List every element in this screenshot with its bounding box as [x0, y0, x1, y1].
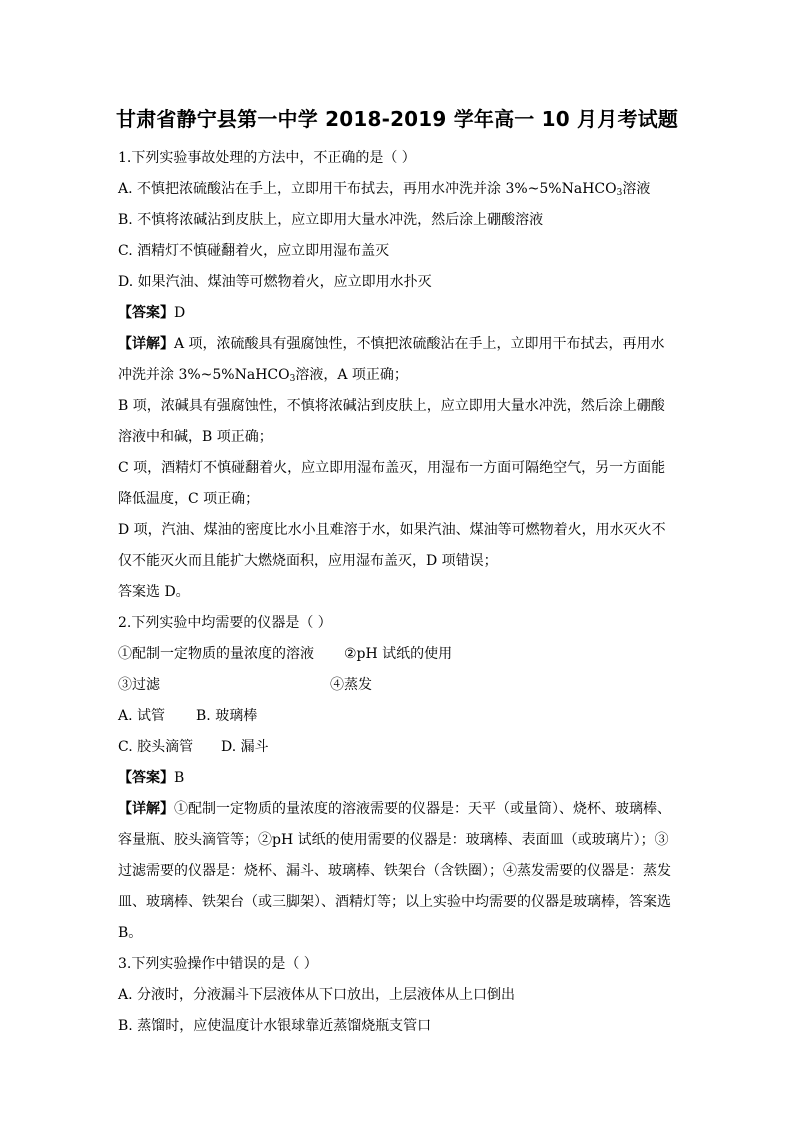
- document-body: [118, 143, 678, 1042]
- q1-stem: 1.下列实验事故处理的方法中，不正确的是（ ）: [118, 150, 416, 166]
- q2-items-row-1: [118, 639, 678, 670]
- q1-answer-value: D: [174, 305, 186, 321]
- q2-items-row-2: [118, 670, 678, 701]
- q2-item-2: ②pH 试纸的使用: [344, 646, 453, 662]
- q2-stem: 2.下列实验中均需要的仪器是（ ）: [118, 615, 332, 631]
- q3-option-b: B. 蒸馏时，应使温度计水银球靠近蒸馏烧瓶支管口: [118, 1018, 432, 1034]
- q1-detail-a: [118, 329, 678, 391]
- q1-answer-tag: 【答案】: [118, 305, 174, 321]
- q1-detail-b: B 项，浓碱具有强腐蚀性，不慎将浓碱沾到皮肤上，应立即用大量水冲洗，然后涂上硼酸溶液中和碱，B 项正确；: [118, 398, 665, 445]
- q2-detail-tag: 【详解】: [118, 801, 174, 817]
- q2-options-row-2: [118, 732, 678, 763]
- q1-answer: [118, 298, 678, 329]
- q1-conclusion: 答案选 D。: [118, 584, 190, 600]
- q1-detail-tag: 【详解】: [118, 336, 174, 352]
- q2-options-row-1: [118, 701, 678, 732]
- q2-option-c: C. 胶头滴管: [118, 739, 194, 755]
- q1-detail-d: D 项，汽油、煤油的密度比水小且难溶于水，如果汽油、煤油等可燃物着火，用水灭火不仅不能灭火而且能扩大燃烧面积，应用湿布盖灭，D 项错误；: [118, 522, 666, 569]
- q2-option-b: B. 玻璃棒: [196, 708, 258, 724]
- q2-option-a: A. 试管: [118, 708, 166, 724]
- q1-detail-a-sub: 3: [289, 374, 296, 384]
- q1-option-a-tail: 溶液: [622, 181, 651, 197]
- q3-option-a: A. 分液时，分液漏斗下层液体从下口放出，上层液体从上口倒出: [118, 987, 516, 1003]
- q1-option-a-sub: 3: [616, 188, 623, 198]
- q2-item-4: ④蒸发: [330, 677, 372, 693]
- q2-item-1: ①配制一定物质的量浓度的溶液: [118, 646, 314, 662]
- q2-answer-tag: 【答案】: [118, 770, 174, 786]
- q2-answer: [118, 763, 678, 794]
- q1-detail-c: C 项，酒精灯不慎碰翻着火，应立即用湿布盖灭，用湿布一方面可隔绝空气，另一方面能降低温度，C 项正确；: [118, 460, 666, 507]
- q2-detail-text: ①配制一定物质的量浓度的溶液需要的仪器是：天平（或量筒）、烧杯、玻璃棒、容量瓶、胶头滴管等；②pH 试纸的使用需要的仪器是：玻璃棒、表面皿（或玻璃片）；③过滤需要的仪器是：烧杯、漏斗、玻璃棒、铁架台（含铁圈）；④蒸发需要的仪器是：蒸发皿、玻璃棒、铁架台（或三脚架）、酒精灯等；以上实验中均需要的仪器是玻璃棒，答案选 B。: [118, 801, 671, 941]
- document-title: 甘肃省静宁县第一中学 2018-2019 学年高一 10 月月考试题: [115, 107, 679, 131]
- q2-answer-value: B: [174, 770, 185, 786]
- q1-detail-a-text: A 项，浓硫酸具有强腐蚀性，不慎把浓硫酸沾在手上，立即用干布拭去，再用水冲洗并涂 3%~5%NaHCO: [118, 336, 665, 383]
- q1-option-c: C. 酒精灯不慎碰翻着火，应立即用湿布盖灭: [118, 243, 390, 259]
- q2-option-d: D. 漏斗: [221, 739, 269, 755]
- q1-option-a-text: A. 不慎把浓硫酸沾在手上，立即用干布拭去，再用水冲洗并涂 3%~5%NaHCO: [118, 181, 617, 197]
- q2-detail: [118, 794, 678, 949]
- q1-detail-a-tail: 溶液，A 项正确；: [295, 367, 408, 383]
- q2-item-3: ③过滤: [118, 677, 160, 693]
- q3-stem: 3.下列实验操作中错误的是（ ）: [118, 956, 318, 972]
- q1-option-a: [118, 174, 678, 205]
- q1-option-b: B. 不慎将浓碱沾到皮肤上，应立即用大量水冲洗，然后涂上硼酸溶液: [118, 212, 544, 228]
- q1-option-d: D. 如果汽油、煤油等可燃物着火，应立即用水扑灭: [118, 274, 432, 290]
